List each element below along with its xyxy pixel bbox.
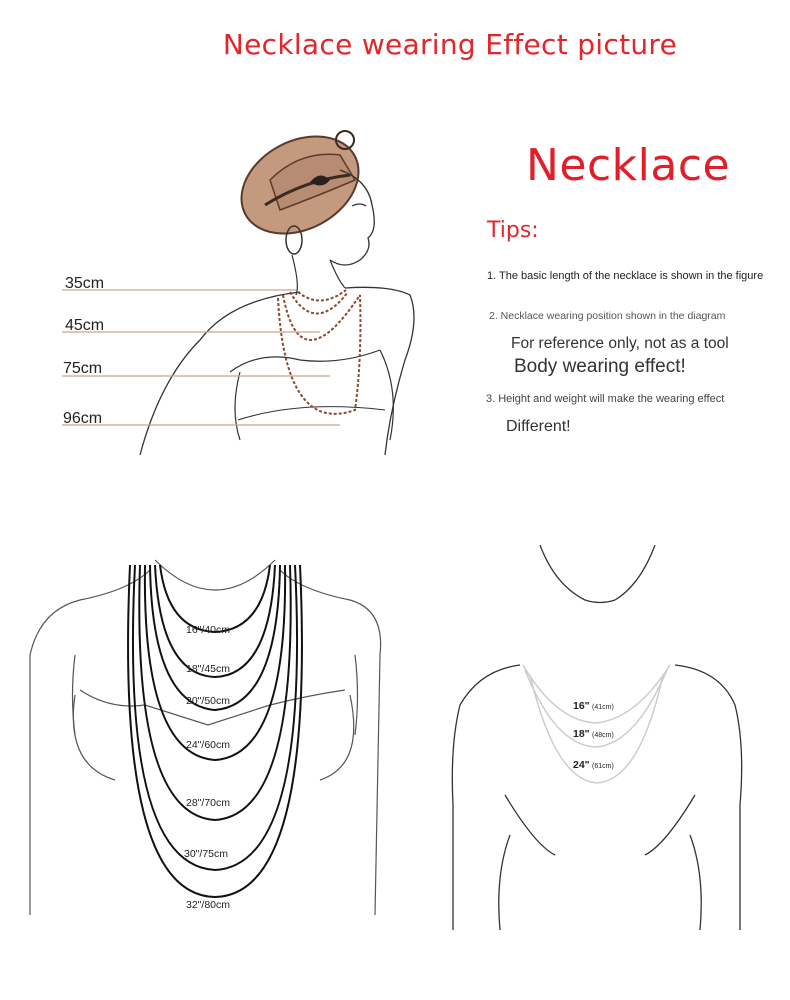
length-label: 28"/70cm <box>186 797 230 809</box>
length-label: 30"/75cm <box>184 848 228 860</box>
length-label: 75cm <box>63 360 103 377</box>
tip-1: 1. The basic length of the necklace is shown in the figure <box>487 270 764 282</box>
length-label: 24" <box>573 759 590 771</box>
length-label: 96cm <box>63 410 103 427</box>
length-label: 20"/50cm <box>186 695 230 707</box>
length-label-cm: (48cm) <box>592 732 614 739</box>
length-label: 45cm <box>65 317 105 334</box>
length-label: 32"/80cm <box>186 899 230 911</box>
tip-2: 2. Necklace wearing position shown in the diagram <box>489 310 726 322</box>
tip-3: 3. Height and weight will make the wearing effect <box>486 393 725 405</box>
section-heading: Necklace <box>526 140 731 191</box>
tip-2-line-2: For reference only, not as a tool <box>511 335 729 352</box>
length-label: 18" <box>573 728 590 740</box>
length-label: 16"/40cm <box>186 624 230 636</box>
necklace-chains <box>278 290 360 414</box>
tip-2-line-3: Body wearing effect! <box>514 356 686 377</box>
length-label: 18"/45cm <box>186 663 230 675</box>
woman-necklace-illustration <box>0 110 470 470</box>
page-title: Necklace wearing Effect picture <box>222 28 678 61</box>
length-label: 16" <box>573 700 590 712</box>
length-label-cm: (61cm) <box>592 763 614 770</box>
length-label-cm: (41cm) <box>592 704 614 711</box>
tip-3-line-2: Different! <box>506 418 571 435</box>
length-label: 35cm <box>65 275 105 292</box>
length-label: 24"/60cm <box>186 739 230 751</box>
tips-label: Tips: <box>487 218 539 243</box>
torso-length-chart <box>20 545 400 925</box>
neck-length-chart <box>445 545 750 930</box>
